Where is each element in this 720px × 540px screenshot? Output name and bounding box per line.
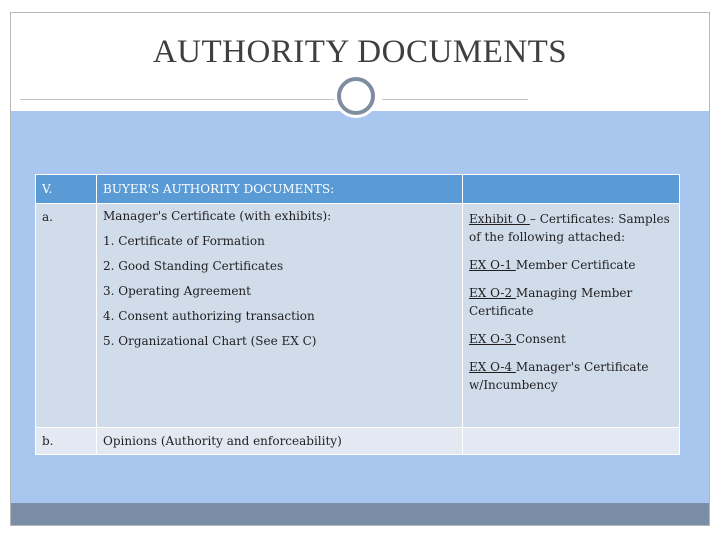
exhibit-code: EX O-2 — [469, 286, 516, 300]
row-b-reference — [463, 435, 679, 447]
exhibit-text: Manager's Certificate w/Incumbency — [469, 360, 649, 392]
slide-title: AUTHORITY DOCUMENTS — [152, 34, 568, 70]
list-item: 1. Certificate of Formation — [103, 234, 265, 248]
row-a-description-list — [97, 204, 462, 366]
row-a-number: a. — [42, 210, 53, 224]
title-divider-right — [382, 99, 528, 100]
row-b-description: Opinions (Authority and enforceability) — [103, 434, 342, 448]
exhibit-text: Member Certificate — [515, 258, 636, 272]
row-a-description: Manager's Certificate (with exhibits): — [103, 209, 332, 223]
exhibit-text: Managing Member Certificate — [469, 286, 633, 318]
exhibit-o-text: – Certificates: Samples of the following attached: — [469, 212, 670, 244]
header-reference-cell — [463, 175, 680, 204]
row-b-number: b. — [42, 434, 54, 448]
exhibit-entry — [469, 284, 673, 320]
row-a-reference-cell — [463, 204, 680, 428]
table-row — [36, 428, 680, 455]
exhibit-code: EX O-4 — [469, 360, 516, 374]
exhibit-code: EX O-3 — [469, 332, 516, 346]
list-item: 5. Organizational Chart (See EX C) — [103, 334, 317, 348]
header-number-cell — [36, 175, 97, 204]
exhibit-o-entry — [469, 210, 673, 246]
table-row — [36, 204, 680, 428]
footer-bar — [11, 503, 709, 525]
authority-documents-table — [35, 174, 680, 455]
row-b-description-cell — [97, 428, 463, 455]
row-a-description-cell — [97, 204, 463, 428]
circle-ornament-icon — [337, 77, 375, 115]
list-item: 4. Consent authorizing transaction — [103, 309, 315, 323]
table-header-row — [36, 175, 680, 204]
exhibit-entry — [469, 330, 673, 348]
header-description: BUYER'S AUTHORITY DOCUMENTS: — [103, 182, 335, 196]
row-b-reference-cell — [463, 428, 680, 455]
row-a-number-cell — [36, 204, 97, 428]
exhibit-entry — [469, 256, 673, 274]
list-item: 2. Good Standing Certificates — [103, 259, 284, 273]
header-description-cell — [97, 175, 463, 204]
row-b-number-cell — [36, 428, 97, 455]
exhibit-text: Consent — [515, 332, 566, 346]
list-item: 3. Operating Agreement — [103, 284, 251, 298]
exhibit-entry — [469, 358, 673, 394]
exhibit-list — [463, 204, 679, 410]
title-divider-left — [20, 99, 338, 100]
exhibit-code: EX O-1 — [469, 258, 516, 272]
exhibit-o-label: Exhibit O — [469, 212, 530, 226]
header-number: V. — [42, 182, 53, 196]
